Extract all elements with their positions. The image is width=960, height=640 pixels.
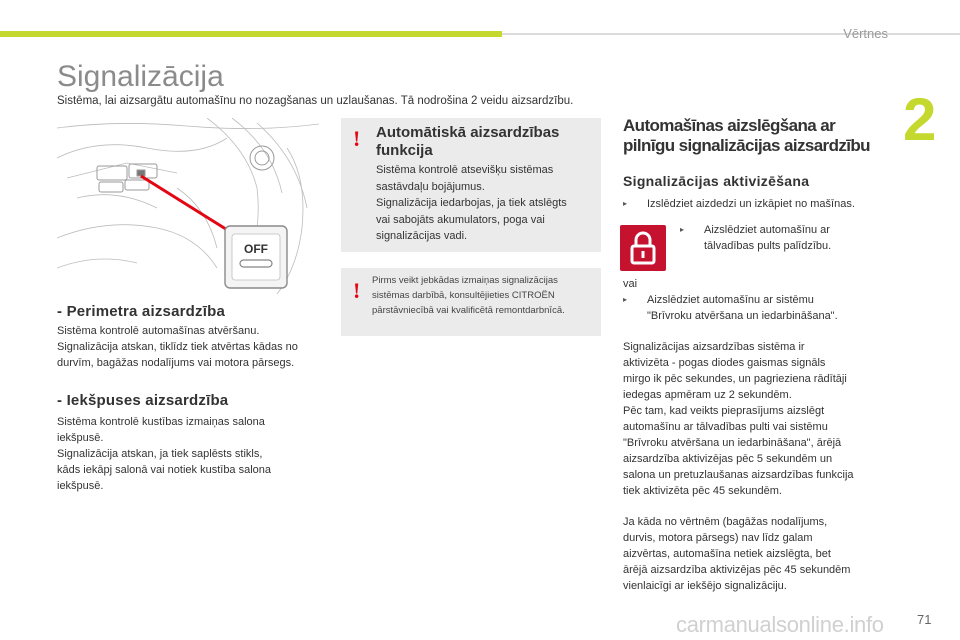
notice-text [372,273,591,318]
paragraph-line: Ja kāda no vērtnēm (bagāžas nodalījums, [623,516,828,528]
auto-protection-title-line: funkcija [376,142,433,159]
locking-title-line: pilnīgu signalizācijas aizsardzību [623,136,870,155]
auto-protection-box [341,118,601,252]
paragraph-line: aktivizēta - pogas diodes gaismas signāls [623,357,826,369]
interior-line: kāds iekāpj salonā vai notiek kustība salona [57,464,272,476]
perimeter-line: Signalizācija atskan, tiklīdz tiek atvērtas kādas no [57,341,298,353]
locking-title-line: Automašīnas aizslēgšana ar [623,116,836,135]
dashboard-drawing [57,118,319,294]
activation-paragraph [623,339,923,499]
bullet-text-line: "Brīvroku atvēršana un iedarbināšana". [647,310,838,322]
page-subtitle: Sistēma, lai aizsargātu automašīnu no nozagšanas un uzlaušanas. Tā nodrošina 2 veidu aizsardzību. [57,95,574,107]
bullet-text-line: Aizslēdziet automašīnu ar sistēmu [647,294,814,306]
paragraph-line: tiek aktivizēta pēc 45 sekundēm. [623,485,782,497]
section-label: Vērtnes [843,26,888,41]
auto-protection-line: vai sabojāts akumulators, poga vai [376,213,545,226]
auto-protection-line: sastāvdaļu bojājumus. [376,180,485,193]
padlock-icon [620,225,666,271]
paragraph-line: vienlaicīgi ar iekšējo signalizāciju. [623,580,787,592]
bullet-text-line: tālvadības pults palīdzību. [704,240,832,252]
bullet-arrow-icon: ▸ [623,295,628,304]
exclamation-icon: ! [353,278,361,303]
bullet-item [623,196,913,212]
lock-tile [620,225,666,271]
locking-title [623,116,870,156]
interior-line: iekšpusē. [57,432,104,444]
paragraph-line: ārējā aizsardzība aktivizējas pēc 45 sekundēm [623,564,851,576]
perimeter-text [57,323,325,371]
paragraph-line: Signalizācijas aizsardzības sistēma ir [623,341,805,353]
perimeter-heading: - Perimetra aizsardzība [57,303,226,320]
paragraph-line: aizvērtas, automašīna netiek aizslēgta, bet [623,548,831,560]
or-text: vai [623,278,638,290]
bullet-item [623,292,913,324]
bullet-arrow-icon: ▸ [680,225,685,234]
bullet-text [623,292,913,324]
page-number: 71 [917,612,932,627]
bullet-item [680,222,910,254]
bullet-text: Izslēdziet aizdedzi un izkāpiet no mašīnas. [647,198,855,210]
interior-line: Sistēma kontrolē kustības izmaiņas salona [57,416,265,428]
interior-line: iekšpusē. [57,480,104,492]
auto-protection-line: signalizācijas vadi. [376,230,468,242]
notice-line: Pirms veikt jebkādas izmaiņas signalizācijas [372,275,558,286]
auto-protection-text [376,162,591,245]
perimeter-line: durvīm, bagāžas nodalījums vai motora pārsegs. [57,357,295,369]
watermark: carmanualsonline.info [676,612,884,637]
dashboard-illustration [57,118,319,294]
paragraph-line: iedegas apmēram uz 2 sekundēm. [623,389,792,401]
auto-protection-title [376,124,559,160]
interior-line: Signalizācija atskan, ja tiek saplēsts stikls, [57,448,263,460]
chapter-number: 2 [903,86,937,153]
paragraph-line: automašīnu ar tālvadības pulti vai sistēmu [623,421,828,433]
exclamation-icon: ! [353,126,361,151]
paragraph-line: durvis, motora pārsegs) nav līdz galam [623,532,813,544]
paragraph-line: mirgo ik pēc sekundes, un pagrieziena rādītāji [623,373,847,385]
unclosed-paragraph [623,514,923,594]
bullet-arrow-icon: ▸ [623,199,628,208]
off-button-led [240,260,272,267]
activation-heading: Signalizācijas aktivizēšana [623,173,810,189]
paragraph-line: salona un pretuzlaušanas aizsardzības funkcija [623,469,854,481]
paragraph-line: aizsardzība aktivizējas pēc 5 sekundēm un [623,453,833,465]
page-title: Signalizācija [57,60,224,93]
perimeter-line: Sistēma kontrolē automašīnas atvēršanu. [57,325,260,337]
paragraph-line: Pēc tam, kad veikts pieprasījums aizslēgt [623,405,825,417]
auto-protection-line: Signalizācija iedarbojas, ja tiek atslēgts [376,197,567,209]
bullet-text-line: Aizslēdziet automašīnu ar [704,224,830,236]
notice-line: pārstāvniecībā vai kvalificētā remontdarbnīcā. [372,305,565,316]
interior-heading: - Iekšpuses aizsardzība [57,392,229,409]
interior-text [57,414,325,494]
auto-protection-title-line: Automātiskā aizsardzības [376,124,560,141]
paragraph-line: "Brīvroku atvēršana un iedarbināšana", ārējā [623,437,842,449]
bullet-text [680,222,910,254]
header-rule [502,33,960,35]
off-button-label: OFF [244,242,268,256]
auto-protection-line: Sistēma kontrolē atsevišķu sistēmas [376,164,554,176]
header-accent-bar [0,31,502,37]
notice-line: sistēmas darbībā, konsultējieties CITROËN [372,290,555,301]
notice-box [341,268,601,336]
